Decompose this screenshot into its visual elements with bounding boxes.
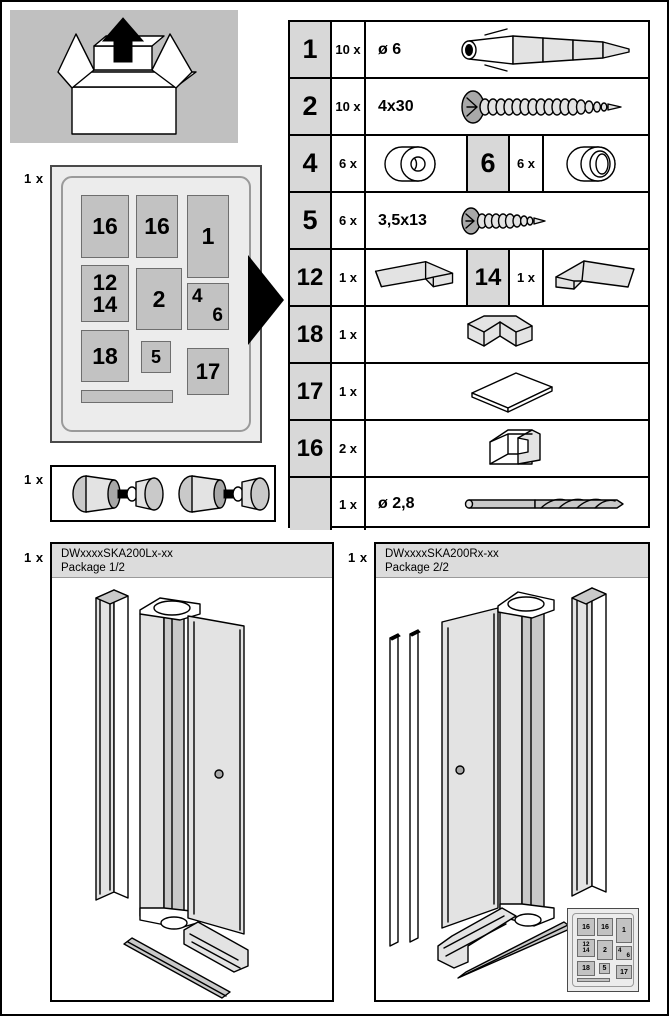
part-number: 12 [290, 250, 332, 305]
mini-parts-tray-inner [572, 913, 634, 987]
flow-arrow-icon [248, 255, 284, 345]
mini-tray-strip-slot [577, 978, 610, 982]
pan-head-screw-short-icon [455, 196, 645, 246]
ring-grommet-icon [548, 139, 644, 189]
table-row [290, 22, 648, 79]
part-quantity: 6 x [332, 136, 366, 191]
package-left-number: Package 1/2 [61, 562, 125, 574]
washer-disc-icon [368, 139, 464, 189]
part-illustration [452, 79, 648, 134]
table-row [290, 250, 648, 307]
part-illustration [544, 136, 648, 191]
table-row [290, 136, 648, 193]
table-row [290, 193, 648, 250]
table-row [290, 307, 648, 364]
tray-strip-slot [81, 390, 173, 403]
part-quantity: 2 x [332, 421, 366, 476]
part-quantity: 6 x [332, 193, 366, 248]
tray-cell-5: 5 [141, 341, 171, 373]
table-row [290, 421, 648, 478]
package-left-panel [50, 542, 334, 1002]
part-illustration [452, 22, 648, 77]
part-quantity: 10 x [332, 79, 366, 134]
part-number: 5 [290, 193, 332, 248]
part-number: 2 [290, 79, 332, 134]
part-quantity: 1 x [332, 478, 366, 530]
part-illustration [452, 193, 648, 248]
handle-kit-quantity-label: 1 x [24, 472, 44, 487]
part-spec: 3,5x13 [378, 211, 427, 229]
part-illustration [366, 307, 648, 362]
part-quantity: 1 x [332, 250, 366, 305]
part-quantity: 1 x [332, 364, 366, 419]
table-row [290, 79, 648, 136]
profile-cap-right-icon [548, 253, 644, 303]
parts-tray [50, 165, 262, 443]
package-right-number: Package 2/2 [385, 562, 449, 574]
part-number: 17 [290, 364, 332, 419]
tray-cell-2: 2 [136, 268, 182, 330]
part-illustration [366, 364, 648, 419]
part-illustration [452, 478, 648, 530]
flat-square-plate-icon [412, 367, 602, 417]
part-spec: ø 6 [378, 40, 402, 58]
mini-tray-cell-16-a: 16 [577, 918, 595, 936]
part-spec: 4x30 [378, 97, 414, 115]
package-right-code: DWxxxxSKA200Rx-xx [385, 548, 499, 560]
mini-tray-cell-16-b: 16 [597, 918, 613, 936]
part-illustration [366, 421, 648, 476]
table-row [290, 364, 648, 421]
tray-cell-17: 17 [187, 348, 229, 395]
part-illustration [544, 250, 648, 305]
part-number: 4 [290, 136, 332, 191]
part-number: 14 [468, 250, 510, 305]
mini-tray-cell-4-6: 4 6 [618, 947, 630, 959]
part-quantity: 1 x [332, 307, 366, 362]
table-row [290, 478, 648, 530]
part-illustration [366, 250, 466, 305]
mini-parts-tray [567, 908, 639, 992]
part-number [290, 478, 332, 530]
package-left-quantity-label: 1 x [24, 550, 44, 565]
tray-cell-16-a: 16 [81, 195, 129, 258]
part-illustration [366, 136, 466, 191]
handle-kit-box [50, 465, 276, 522]
tray-cell-18: 18 [81, 330, 129, 382]
package-left-illustration [52, 578, 332, 1000]
tray-quantity-label: 1 x [24, 171, 44, 186]
part-quantity: 6 x [510, 136, 544, 191]
mini-tray-cell-18: 18 [577, 961, 595, 976]
unpack-box-illustration [10, 10, 238, 143]
tray-cell-4-6: 4 6 [187, 283, 229, 330]
package-right-quantity-label: 1 x [348, 550, 368, 565]
parts-tray-inner [61, 176, 251, 432]
mini-tray-cell-2: 2 [597, 940, 613, 960]
package-right-panel [374, 542, 650, 1002]
part-number: 6 [468, 136, 510, 191]
part-number: 1 [290, 22, 332, 77]
package-right-illustration [376, 578, 648, 1000]
part-number: 16 [290, 421, 332, 476]
mini-tray-cell-17: 17 [616, 965, 632, 979]
corner-elbow-cap-icon [412, 310, 602, 360]
wall-plug-anchor-icon [455, 25, 645, 75]
package-left-header [52, 544, 332, 578]
mini-tray-cell-5: 5 [599, 963, 610, 974]
parts-table [288, 20, 650, 528]
pan-head-screw-long-icon [455, 82, 645, 132]
package-left-code: DWxxxxSKA200Lx-xx [61, 548, 173, 560]
mini-tray-cell-12-14: 12 14 [577, 939, 595, 957]
mini-tray-cell-1: 1 [616, 918, 632, 943]
package-right-header [376, 544, 648, 578]
tray-cell-12-14: 12 14 [81, 265, 129, 322]
u-channel-bracket-icon [412, 424, 602, 474]
tray-cell-1: 1 [187, 195, 229, 278]
part-spec: ø 2,8 [378, 495, 415, 512]
tray-cell-16-b: 16 [136, 195, 178, 258]
profile-cap-left-icon [366, 253, 466, 303]
door-knob-pair-icon [52, 467, 274, 520]
drill-bit-icon [455, 481, 645, 527]
part-quantity: 10 x [332, 22, 366, 77]
part-number: 18 [290, 307, 332, 362]
part-quantity: 1 x [510, 250, 544, 305]
